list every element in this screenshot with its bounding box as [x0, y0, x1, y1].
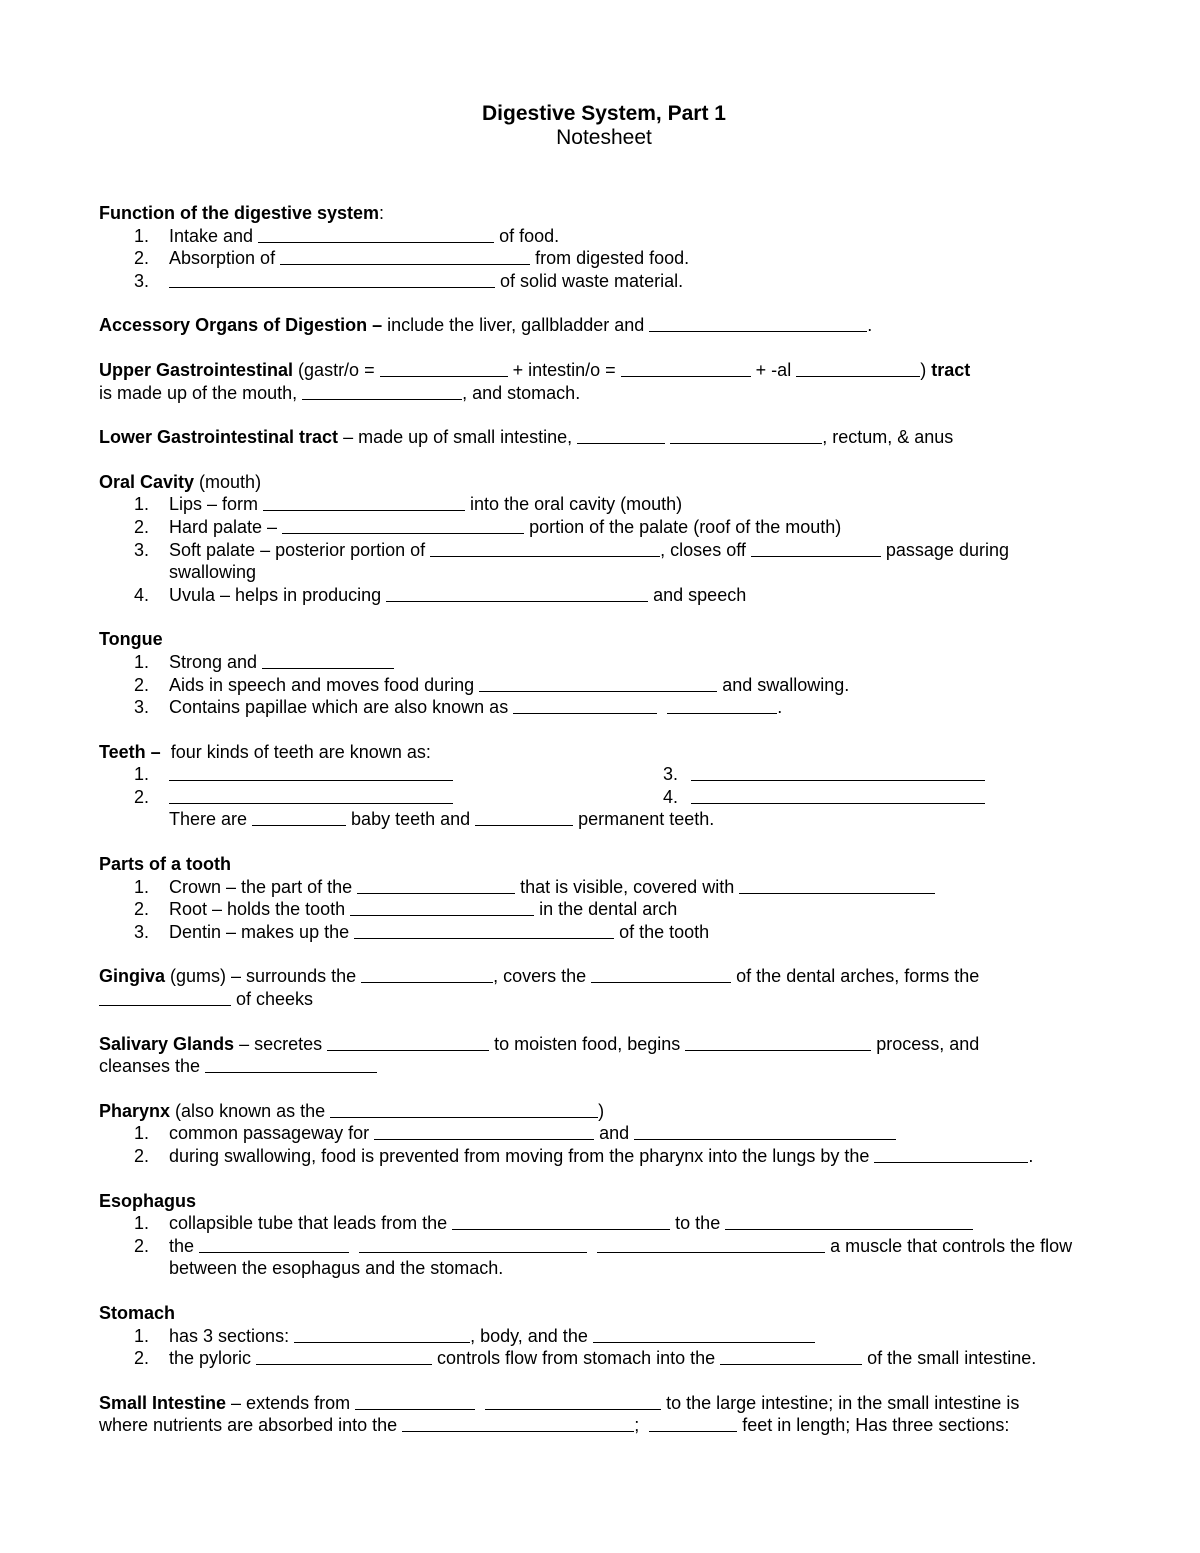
- blank-line[interactable]: [199, 1251, 349, 1253]
- item-text: Dentin – makes up the: [169, 921, 355, 942]
- item-text: Contains papillae which are also known as: [169, 697, 514, 718]
- item-number: 1.: [134, 651, 150, 672]
- blank-line[interactable]: [386, 600, 648, 602]
- gingiva-text: of the dental arches, forms the: [731, 966, 980, 987]
- blank-line[interactable]: [621, 375, 751, 377]
- blank-line[interactable]: [169, 802, 453, 804]
- tooth-part-2: [99, 898, 1109, 921]
- teeth-count-text: permanent teeth.: [573, 809, 715, 830]
- blank-line[interactable]: [258, 241, 494, 243]
- item-number: 3.: [134, 270, 150, 291]
- blank-line[interactable]: [667, 712, 777, 714]
- blank-line[interactable]: [302, 398, 462, 400]
- blank-line[interactable]: [169, 286, 495, 288]
- lower-gi-text: – made up of small intestine,: [338, 427, 578, 448]
- blank-line[interactable]: [374, 1138, 594, 1140]
- blank-line[interactable]: [355, 1408, 475, 1410]
- accessory-heading: Accessory Organs of Digestion –: [99, 315, 383, 336]
- blank-line[interactable]: [205, 1071, 377, 1073]
- blank-line[interactable]: [327, 1049, 489, 1051]
- item-text: Uvula – helps in producing: [169, 584, 387, 605]
- blank-line[interactable]: [691, 779, 985, 781]
- small-intestine-text: ;: [634, 1415, 650, 1436]
- item-number: 3.: [134, 697, 150, 718]
- small-intestine-text: feet in length; Has three sections:: [737, 1415, 1010, 1436]
- blank-line[interactable]: [169, 779, 453, 781]
- blank-line[interactable]: [725, 1228, 973, 1230]
- item-number: 1.: [134, 876, 150, 897]
- esophagus-heading: Esophagus: [99, 1190, 197, 1211]
- item-text: the: [169, 1235, 200, 1256]
- blank-line[interactable]: [475, 824, 573, 826]
- item-number: 1.: [134, 1213, 150, 1234]
- blank-line[interactable]: [485, 1408, 661, 1410]
- notesheet-content: [99, 102, 1109, 1459]
- item-number: 2.: [134, 674, 150, 695]
- item-number: 2.: [134, 516, 150, 537]
- section-function: [99, 202, 1109, 292]
- blank-line[interactable]: [593, 1341, 815, 1343]
- blank-line[interactable]: [452, 1228, 670, 1230]
- item-number: 2.: [134, 248, 150, 269]
- item-number: 4.: [134, 584, 150, 605]
- blank-line[interactable]: [357, 892, 515, 894]
- item-number: 1.: [134, 1123, 150, 1144]
- item-text: of the tooth: [614, 921, 710, 942]
- small-intestine-heading: Small Intestine: [99, 1392, 227, 1413]
- oral-item-3-cont: [99, 561, 1109, 584]
- item-text: to the: [670, 1213, 726, 1234]
- esophagus-item-2-cont: [99, 1257, 1109, 1280]
- item-number: 3.: [134, 539, 150, 560]
- upper-gi-text: + -al: [750, 359, 797, 380]
- lower-gi-heading: Lower Gastrointestinal tract: [99, 427, 339, 448]
- item-number: 3.: [663, 764, 679, 785]
- stomach-item-1: [99, 1325, 1109, 1348]
- section-gingiva: [99, 965, 1109, 1010]
- item-text: into the oral cavity (mouth): [465, 494, 683, 515]
- blank-line[interactable]: [99, 1004, 231, 1006]
- esophagus-item-1: [99, 1212, 1109, 1235]
- item-number: 1.: [134, 1325, 150, 1346]
- blank-line[interactable]: [256, 1363, 432, 1365]
- blank-line[interactable]: [330, 1116, 598, 1118]
- gingiva-text: of cheeks: [231, 989, 314, 1010]
- item-text: from digested food.: [530, 248, 690, 269]
- blank-line[interactable]: [739, 892, 935, 894]
- small-intestine-text: where nutrients are absorbed into the: [99, 1415, 403, 1436]
- teeth-item-4: [629, 786, 985, 809]
- item-text: between the esophagus and the stomach.: [169, 1258, 504, 1279]
- blank-line[interactable]: [262, 667, 394, 669]
- function-item-1: [99, 225, 1109, 248]
- item-text: a muscle that controls the flow: [825, 1235, 1073, 1256]
- gingiva-text: (gums) – surrounds the: [165, 966, 362, 987]
- small-intestine-text: – extends from: [226, 1392, 356, 1413]
- item-text: Aids in speech and moves food during: [169, 674, 480, 695]
- blank-line[interactable]: [751, 555, 881, 557]
- blank-line[interactable]: [294, 1341, 470, 1343]
- item-text: collapsible tube that leads from the: [169, 1213, 453, 1234]
- oral-sub: (mouth): [194, 471, 262, 492]
- salivary-heading: Salivary Glands: [99, 1033, 235, 1054]
- item-text: passage during: [880, 539, 1009, 560]
- item-text: Crown – the part of the: [169, 876, 358, 897]
- upper-gi-text: ): [920, 359, 932, 380]
- item-text: and: [594, 1123, 635, 1144]
- stomach-heading: Stomach: [99, 1302, 176, 1323]
- item-number: 3.: [134, 921, 150, 942]
- section-upper-gi: [99, 359, 1109, 404]
- blank-line[interactable]: [577, 442, 665, 444]
- item-number: 1.: [134, 225, 150, 246]
- pharynx-text: (also known as the: [170, 1100, 331, 1121]
- section-small-intestine: [99, 1392, 1109, 1437]
- page-title: Digestive System, Part 1: [482, 102, 726, 125]
- item-text: of solid waste material.: [495, 270, 684, 291]
- upper-gi-tract: tract: [931, 359, 971, 380]
- item-text: of food.: [494, 225, 560, 246]
- blank-line[interactable]: [430, 555, 660, 557]
- blank-line[interactable]: [402, 1430, 634, 1432]
- salivary-text: cleanses the: [99, 1056, 206, 1077]
- lower-gi-text: , rectum, & anus: [822, 427, 954, 448]
- blank-line[interactable]: [361, 981, 493, 983]
- tooth-part-1: [99, 876, 1109, 899]
- section-pharynx: [99, 1100, 1109, 1168]
- blank-line[interactable]: [354, 937, 614, 939]
- salivary-text: – secretes: [234, 1033, 328, 1054]
- pharynx-heading: Pharynx: [99, 1100, 171, 1121]
- blank-line[interactable]: [263, 509, 465, 511]
- item-text: and speech: [648, 584, 747, 605]
- section-tongue: [99, 628, 1109, 718]
- item-text: in the dental arch: [534, 899, 678, 920]
- oral-item-2: [99, 516, 1109, 539]
- item-text: the pyloric: [169, 1348, 257, 1369]
- item-text: during swallowing, food is prevented from moving from the pharynx into the lungs by the: [169, 1146, 875, 1166]
- section-accessory: [99, 314, 1109, 337]
- pharynx-item-2: [99, 1145, 1109, 1168]
- item-number: 1.: [134, 764, 150, 785]
- section-stomach: [99, 1302, 1109, 1370]
- teeth-text: four kinds of teeth are known as:: [160, 741, 431, 762]
- salivary-text: process, and: [871, 1033, 980, 1054]
- item-number: 1.: [134, 494, 150, 515]
- item-text: controls flow from stomach into the: [432, 1348, 721, 1369]
- teeth-count: [99, 808, 1109, 831]
- salivary-text: to moisten food, begins: [489, 1033, 686, 1054]
- teeth-item-1: [99, 763, 453, 786]
- item-text: Root – holds the tooth: [169, 899, 351, 920]
- blank-line[interactable]: [874, 1161, 1028, 1163]
- tongue-item-1: [99, 651, 1109, 674]
- item-text: Strong and: [169, 651, 263, 672]
- function-colon: :: [379, 203, 385, 223]
- stomach-item-2: [99, 1347, 1109, 1370]
- teeth-row-1: [99, 763, 1109, 786]
- item-number: 2.: [134, 786, 150, 807]
- blank-line[interactable]: [350, 914, 534, 916]
- esophagus-item-2: [99, 1235, 1109, 1258]
- tongue-item-3: [99, 696, 1109, 719]
- blank-line[interactable]: [634, 1138, 896, 1140]
- tooth-parts-heading: Parts of a tooth: [99, 854, 232, 875]
- pharynx-text: ): [598, 1100, 605, 1121]
- item-text: Soft palate – posterior portion of: [169, 539, 431, 560]
- teeth-item-3: [629, 763, 985, 786]
- blank-line[interactable]: [691, 802, 985, 804]
- blank-line[interactable]: [359, 1251, 587, 1253]
- item-text: swallowing: [169, 562, 257, 583]
- blank-line[interactable]: [380, 375, 508, 377]
- section-teeth: [99, 741, 1109, 831]
- upper-gi-text: (gastr/o =: [293, 359, 380, 380]
- item-text: that is visible, covered with: [515, 876, 740, 897]
- pharynx-item-1: [99, 1122, 1109, 1145]
- tongue-heading: Tongue: [99, 629, 163, 650]
- teeth-row-2: [99, 786, 1109, 809]
- blank-line[interactable]: [252, 824, 346, 826]
- section-lower-gi: [99, 426, 1109, 449]
- item-number: 2.: [134, 1348, 150, 1369]
- function-heading: Function of the digestive system: [99, 203, 380, 223]
- teeth-count-text: baby teeth and: [346, 809, 476, 830]
- item-number: 4.: [663, 786, 679, 807]
- item-text: , closes off: [660, 539, 751, 560]
- function-item-2: [99, 247, 1109, 270]
- upper-gi-text: is made up of the mouth,: [99, 382, 303, 403]
- item-text: of the small intestine.: [862, 1348, 1037, 1369]
- item-text: Hard palate –: [169, 516, 283, 537]
- item-text: and swallowing.: [717, 674, 850, 695]
- section-tooth-parts: [99, 853, 1109, 943]
- teeth-heading: Teeth –: [99, 741, 161, 762]
- item-text: .: [1028, 1146, 1034, 1166]
- item-number: 2.: [134, 899, 150, 920]
- oral-item-1: [99, 493, 1109, 516]
- oral-heading: Oral Cavity: [99, 471, 195, 492]
- blank-line[interactable]: [591, 981, 731, 983]
- gingiva-text: , covers the: [493, 966, 592, 987]
- teeth-item-2: [99, 786, 453, 809]
- accessory-text: include the liver, gallbladder and: [382, 315, 650, 336]
- item-number: 2.: [134, 1235, 150, 1256]
- oral-item-3: [99, 539, 1109, 562]
- item-text: portion of the palate (roof of the mouth): [524, 516, 842, 537]
- blank-line[interactable]: [597, 1251, 825, 1253]
- blank-line[interactable]: [670, 442, 822, 444]
- item-text: Absorption of: [169, 248, 281, 269]
- oral-item-4: [99, 584, 1109, 607]
- item-text: .: [777, 697, 783, 718]
- teeth-count-text: There are: [169, 809, 253, 830]
- blank-line[interactable]: [513, 712, 657, 714]
- section-salivary: [99, 1033, 1109, 1078]
- blank-line[interactable]: [720, 1363, 862, 1365]
- upper-gi-text: + intestin/o =: [507, 359, 621, 380]
- accessory-end: .: [867, 315, 873, 336]
- item-text: has 3 sections:: [169, 1325, 295, 1346]
- tongue-item-2: [99, 674, 1109, 697]
- function-item-3: [99, 270, 1109, 293]
- item-text: Lips – form: [169, 494, 264, 515]
- section-oral-cavity: [99, 471, 1109, 607]
- section-esophagus: [99, 1190, 1109, 1280]
- item-text: Intake and: [169, 225, 259, 246]
- blank-line[interactable]: [280, 263, 530, 265]
- item-text: , body, and the: [470, 1325, 593, 1346]
- blank-line[interactable]: [796, 375, 920, 377]
- blank-line[interactable]: [649, 1430, 737, 1432]
- blank-line[interactable]: [479, 690, 717, 692]
- blank-line[interactable]: [685, 1049, 871, 1051]
- upper-gi-heading: Upper Gastrointestinal: [99, 359, 294, 380]
- blank-line[interactable]: [282, 532, 524, 534]
- small-intestine-text: to the large intestine; in the small intestine is: [661, 1392, 1020, 1413]
- page-subtitle: Notesheet: [556, 126, 652, 149]
- item-number: 2.: [134, 1146, 150, 1166]
- upper-gi-text: , and stomach.: [462, 382, 581, 403]
- gingiva-heading: Gingiva: [99, 966, 166, 987]
- blank-line[interactable]: [649, 330, 867, 332]
- item-text: common passageway for: [169, 1123, 375, 1144]
- tooth-part-3: [99, 921, 1109, 944]
